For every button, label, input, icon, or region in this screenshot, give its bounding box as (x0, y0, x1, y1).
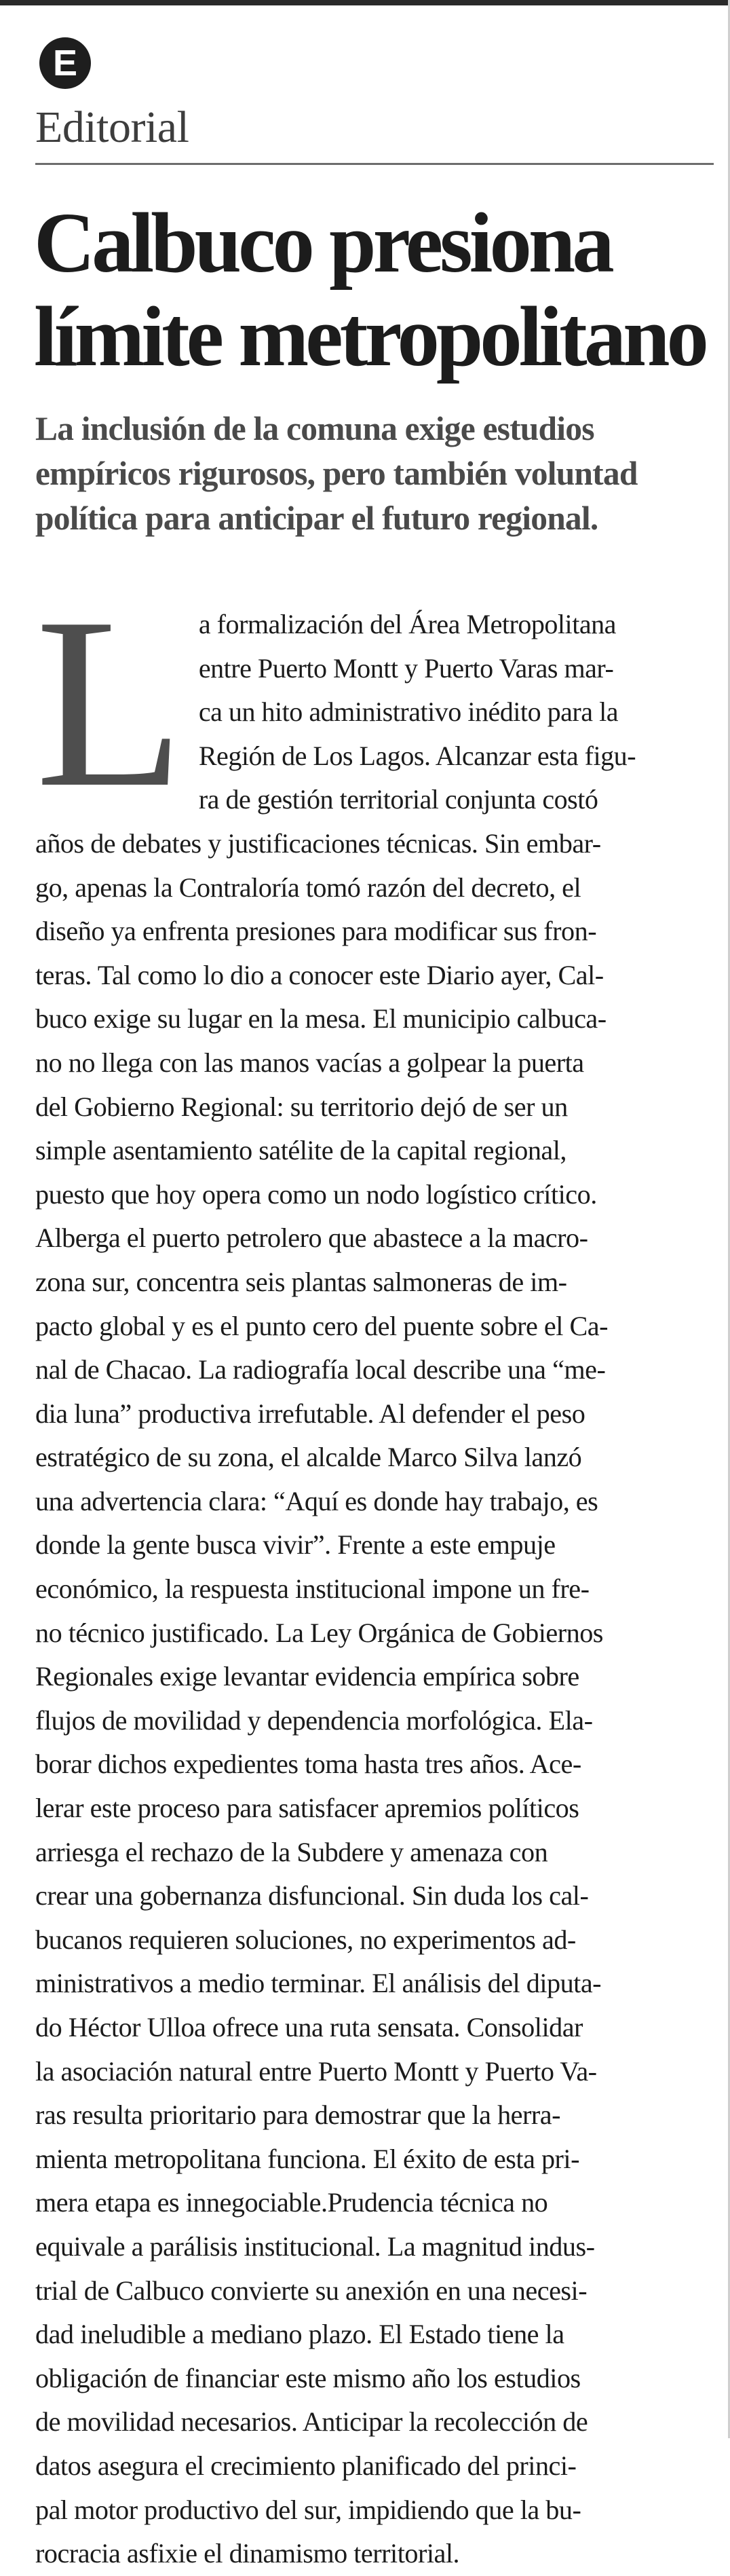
article-line: nal de Chacao. La radiografía local describe una “me- (35, 1354, 606, 1385)
headline-line: límite metropolitano (34, 290, 706, 384)
article-line: flujos de movilidad y dependencia morfológica. Ela- (35, 1704, 593, 1736)
article-line: crear una gobernanza disfuncional. Sin duda los cal- (35, 1880, 589, 1911)
article-line: puesto que hoy opera como un nodo logístico crítico. (35, 1178, 597, 1210)
deck-line: empíricos rigurosos, pero también voluntad (35, 454, 638, 492)
article-line: del Gobierno Regional: su territorio dejó de ser un (35, 1091, 568, 1122)
article-line: dad ineludible a mediano plazo. El Estado tiene la (35, 2319, 564, 2350)
article-line: de movilidad necesarios. Anticipar la recolección de (35, 2406, 588, 2438)
article-line: simple asentamiento satélite de la capital regional, (35, 1135, 566, 1166)
article-line: ministrativos a medio terminar. El análisis del diputa- (35, 1968, 602, 1999)
article-line: equivale a parálisis institucional. La magnitud indus- (35, 2230, 595, 2262)
article-line: no no llega con las manos vacías a golpear la puerta (35, 1047, 584, 1078)
article-line: una advertencia clara: “Aquí es donde hay trabajo, es (35, 1485, 598, 1516)
article-line: arriesga el rechazo de la Subdere y amenaza con (35, 1836, 548, 1867)
article-line: ras resulta prioritario para demostrar que la herra- (35, 2099, 560, 2131)
deck-line: política para anticipar el futuro regional. (35, 499, 598, 537)
article-line: Región de Los Lagos. Alcanzar esta figu- (198, 740, 636, 771)
deck-line: La inclusión de la comuna exige estudios (35, 409, 594, 447)
section-label: Editorial (35, 102, 189, 152)
article-body (35, 567, 721, 2576)
article-line: ca un hito administrativo inédito para la (198, 696, 619, 728)
article-line: zona sur, concentra seis plantas salmoneras de im- (35, 1266, 567, 1297)
article-line: mienta metropolitana funciona. El éxito de esta pri- (35, 2143, 579, 2174)
article-line: buco exige su lugar en la mesa. El municipio calbuca- (35, 1003, 607, 1034)
article-line: la asociación natural entre Puerto Montt y Puerto Va- (35, 2055, 597, 2087)
article-line: pal motor productivo del sur, impidiendo que la bu- (35, 2494, 581, 2525)
article-line: pacto global y es el punto cero del puente sobre el Ca- (35, 1310, 609, 1341)
article-line: teras. Tal como lo dio a conocer este Diario ayer, Cal- (35, 959, 604, 990)
article-line: a formalización del Área Metropolitana (198, 609, 616, 639)
article-line: ra de gestión territorial conjunta costó (198, 784, 598, 815)
article-line: no técnico justificado. La Ley Orgánica de Gobiernos (35, 1617, 603, 1648)
deck-subtitle (35, 406, 721, 540)
editorial-badge (39, 37, 91, 89)
article-line: Alberga el puerto petrolero que abastece a la macro- (35, 1222, 588, 1254)
article-line: mera etapa es innegociable.Prudencia técnica no (35, 2187, 548, 2218)
article-line: años de debates y justificaciones técnicas. Sin embar- (35, 827, 601, 859)
badge-letter: E (52, 43, 78, 83)
article-line: diseño ya enfrenta presiones para modificar sus fron- (35, 916, 597, 947)
article-line: trial de Calbuco convierte su anexión en una necesi- (35, 2275, 588, 2306)
article-line: entre Puerto Montt y Puerto Varas mar- (198, 652, 614, 684)
article-line: datos asegura el crecimiento planificado del princi- (35, 2450, 577, 2481)
article-line: económico, la respuesta institucional impone un fre- (35, 1573, 590, 1605)
section-divider (35, 163, 714, 165)
article-line: lerar este proceso para satisfacer apremios políticos (35, 1793, 579, 1824)
article-line: obligación de financiar este mismo año los estudios (35, 2362, 581, 2393)
headline-line: Calbuco presiona (34, 196, 611, 291)
headline (34, 197, 719, 384)
article-line: dia luna” productiva irrefutable. Al defender el peso (35, 1398, 585, 1429)
article-line: rocracia asfixie el dinamismo territorial. (35, 2538, 460, 2569)
drop-cap: L (35, 567, 185, 838)
article-line: estratégico de su zona, el alcalde Marco Silva lanzó (35, 1442, 582, 1473)
article-line: do Héctor Ulloa ofrece una ruta sensata. Consolidar (35, 2012, 583, 2042)
article-line: go, apenas la Contraloría tomó razón del decreto, el (35, 872, 581, 903)
article-line: borar dichos expedientes toma hasta tres años. Ace- (35, 1749, 581, 1780)
article-line: donde la gente busca vivir”. Frente a este empuje (35, 1529, 556, 1561)
top-rule (0, 0, 730, 5)
article-line: bucanos requieren soluciones, no experimentos ad- (35, 1924, 576, 1955)
article-line: Regionales exige levantar evidencia empírica sobre (35, 1661, 579, 1692)
